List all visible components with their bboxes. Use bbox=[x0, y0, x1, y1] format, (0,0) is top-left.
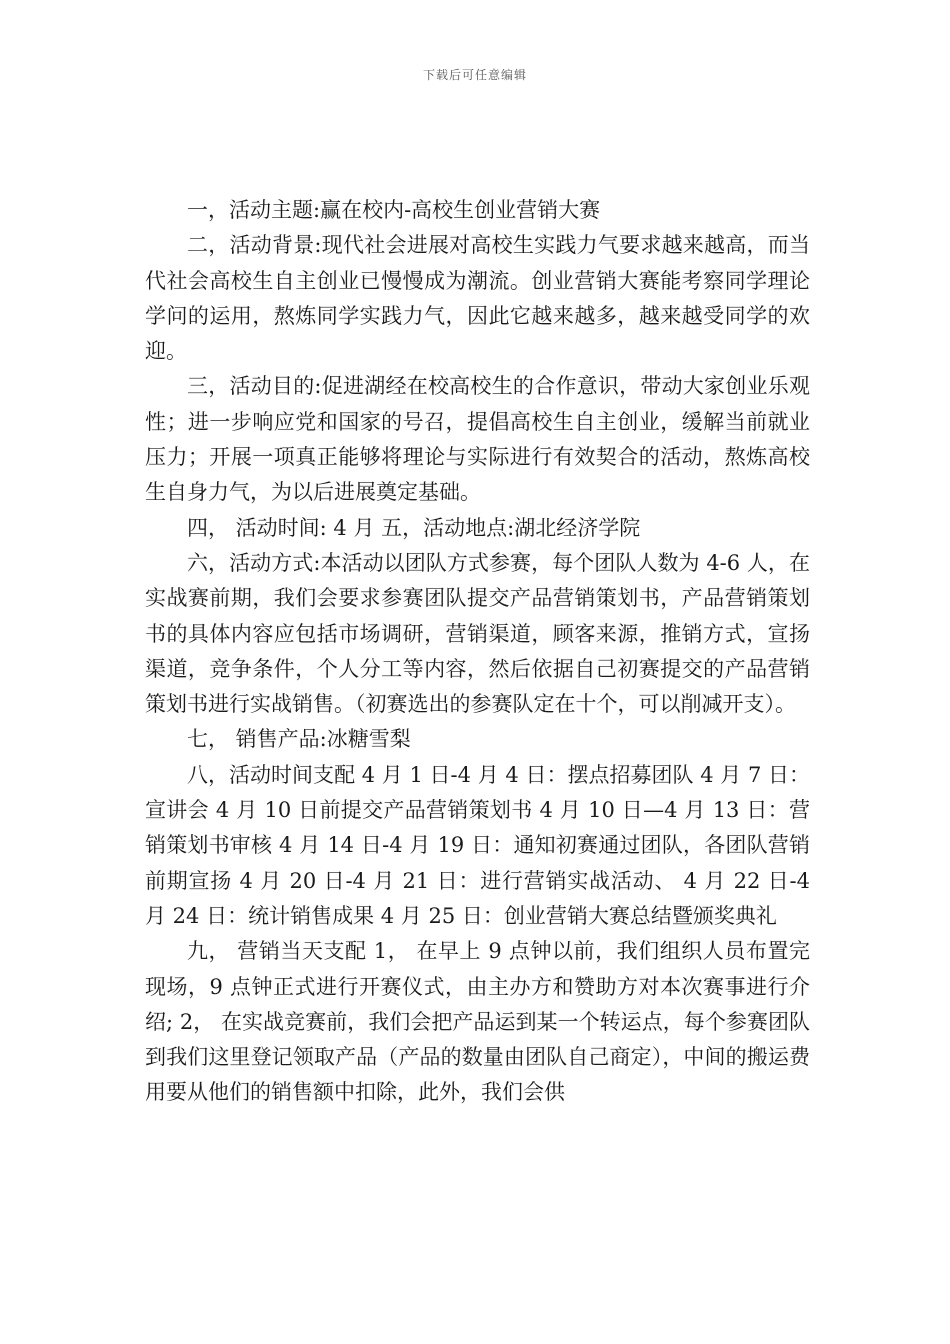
paragraph-theme: 一，活动主题:赢在校内-高校生创业营销大赛 bbox=[187, 198, 601, 222]
paragraph-background: 二，活动背景:现代社会进展对高校生实践力气要求越来越高，而当代社会高校生自主创业已慢慢成为潮流。创业营销大赛能考察同学理论学问的运用，熬炼同学实践力气，因此它越来越多，越来越受同学的欢迎。 bbox=[145, 233, 810, 364]
paragraph-product: 七， 销售产品:冰糖雪梨 bbox=[187, 727, 411, 752]
paragraph-purpose: 三，活动目的:促进湖经在校高校生的合作意识，带动大家创业乐观性；进一步响应党和国家的号召，提倡高校生自主创业，缓解当前就业压力；开展一项真正能够将理论与实际进行有效契合的活动，熬炼高校生自身力气，为以后进展奠定基础。 bbox=[145, 374, 810, 505]
document-body bbox=[145, 193, 810, 1111]
paragraph-schedule: 八，活动时间支配 4 月 1 日-4 月 4 日：摆点招募团队 4 月 7 日：宣讲会 4 月 10 日前提交产品营销策划书 4 月 10 日—4 月 13 日：营销策划书审核 4 月 14 日-4 月 19 日：通知初赛通过团队，各团队营销前期宣扬 4 月 20 日-4 月 21 日：进行营销实战活动、 4 月 22 日-4 月 24 日：统计销售成果 4 月 25 日：创业营销大赛总结暨颁奖典礼 bbox=[145, 762, 810, 928]
paragraph-method: 六，活动方式:本活动以团队方式参赛，每个团队人数为 4-6 人，在实战赛前期，我们会要求参赛团队提交产品营销策划书，产品营销策划书的具体内容应包括市场调研，营销渠道，顾客来源，推销方式，宣扬渠道，竞争条件，个人分工等内容，然后依据自己初赛提交的产品营销策划书进行实战销售。（初赛选出的参赛队定在十个，可以削减开支）。 bbox=[145, 550, 810, 717]
paragraph-event-day: 九， 营销当天支配 1， 在早上 9 点钟以前，我们组织人员布置完现场，9 点钟正式进行开赛仪式，由主办方和赞助方对本次赛事进行介绍; 2， 在实战竞赛前，我们会把产品运到某一个转运点，每个参赛团队到我们这里登记领取产品（产品的数量由团队自己商定），中间的搬运费用要从他们的销售额中扣除，此外，我们会供 bbox=[145, 939, 810, 1105]
page-header-note: 下载后可任意编辑 bbox=[422, 68, 527, 82]
paragraph-time-location: 四， 活动时间: 4 月 五，活动地点:湖北经济学院 bbox=[187, 515, 641, 540]
